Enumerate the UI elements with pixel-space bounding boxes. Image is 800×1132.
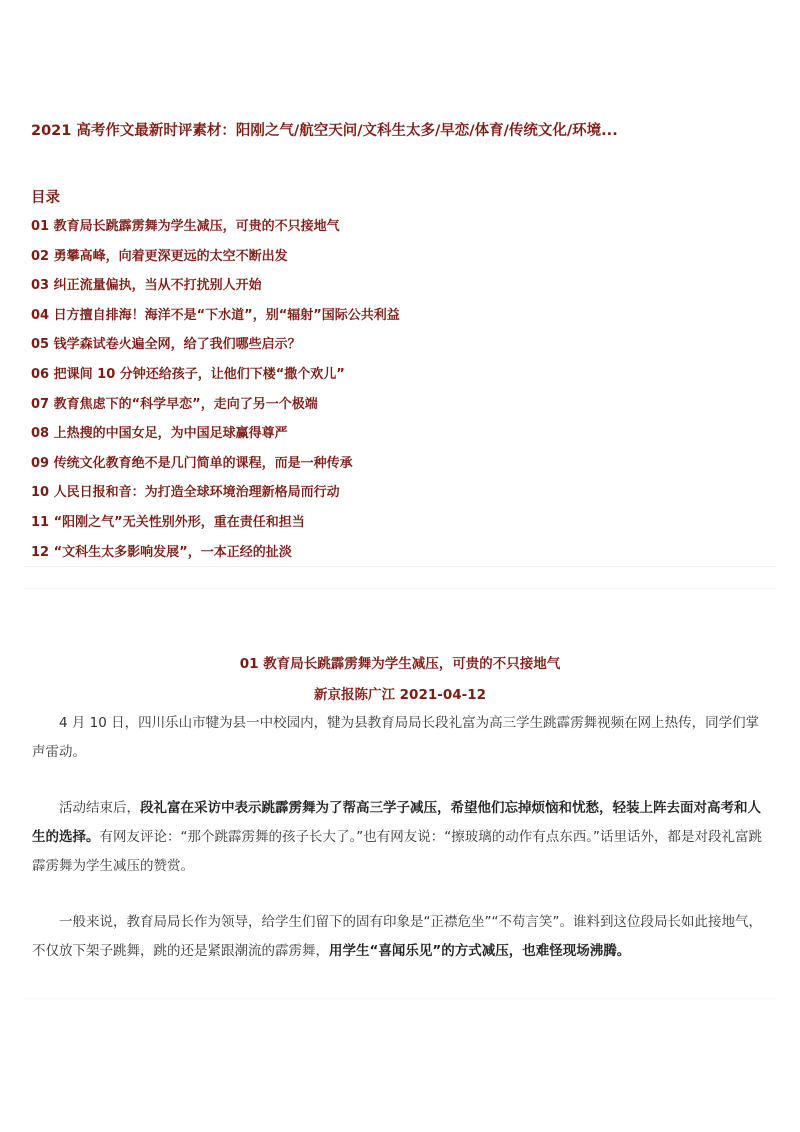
toc-item-12[interactable]: 12 “文科生太多影响发展”，一本正经的扯淡 xyxy=(31,544,292,560)
section-divider xyxy=(24,588,776,589)
article-title: 01 教育局长跳霹雳舞为学生减压，可贵的不只接地气 xyxy=(239,656,561,672)
paragraph-emphasis: 段礼富在采访中表示跳霹雳舞为了帮高三学子减压，希望他们忘掉烦恼和忧愁，轻装上阵去面对高考和人生的选择。 xyxy=(32,800,761,845)
toc-item-10[interactable]: 10 人民日报和音：为打造全球环境治理新格局而行动 xyxy=(31,485,340,501)
toc-item-11[interactable]: 11 “阳刚之气”无关性别外形，重在责任和担当 xyxy=(31,514,305,530)
toc-item-05[interactable]: 05 钱学森试卷火遍全网，给了我们哪些启示？ xyxy=(31,337,301,353)
toc-item-08[interactable]: 08 上热搜的中国女足，为中国足球赢得尊严 xyxy=(31,426,288,442)
article-section xyxy=(24,654,776,966)
article-source: 新京报陈广江 2021-04-12 xyxy=(313,687,487,703)
article-paragraph-2 xyxy=(24,794,776,881)
toc-item-02[interactable]: 02 勇攀高峰，向着更深更远的太空不断出发 xyxy=(31,248,288,264)
section-divider xyxy=(24,566,776,567)
document-title: 2021 高考作文最新时评素材：阳刚之气/航空天问/文科生太多/早恋/体育/传统文化/环境... xyxy=(31,123,618,139)
paragraph-text: 有网友评论：“那个跳霹雳舞的孩子长大了。”也有网友说：“擦玻璃的动作有点东西。”话里话外，都是对段礼富跳霹雳舞为学生减压的赞赏。 xyxy=(32,829,762,874)
paragraph-emphasis: 用学生“喜闻乐见”的方式减压，也难怪现场沸腾。 xyxy=(329,943,631,959)
toc-item-01[interactable]: 01 教育局长跳霹雳舞为学生减压，可贵的不只接地气 xyxy=(31,219,340,234)
article-paragraph-1: 4 月 10 日，四川乐山市犍为县一中校园内，犍为县教育局局长段礼富为高三学生跳霹雳舞视频在网上热传，同学们掌声雷动。 xyxy=(32,715,760,760)
paragraph-text: 一般来说，教育局局长作为领导，给学生们留下的固有印象是“正襟危坐”“不苟言笑”。谁料到这位段局长如此接地气，不仅放下架子跳舞，跳的还是紧跟潮流的霹雳舞， xyxy=(32,914,762,959)
toc-item-07[interactable]: 07 教育焦虑下的“科学早恋”，走向了另一个极端 xyxy=(31,396,318,412)
toc-item-09[interactable]: 09 传统文化教育绝不是几门简单的课程，而是一种传承 xyxy=(31,455,353,471)
paragraph-text: 活动结束后， xyxy=(59,800,140,816)
toc-item-06[interactable]: 06 把课间 10 分钟还给孩子，让他们下楼“撒个欢儿” xyxy=(31,366,345,382)
article-paragraph-3 xyxy=(24,908,776,966)
section-divider xyxy=(24,998,776,999)
table-of-contents xyxy=(31,217,776,572)
toc-item-03[interactable]: 03 纠正流量偏执，当从不打扰别人开始 xyxy=(31,278,262,294)
toc-heading: 目录 xyxy=(31,190,60,206)
toc-item-04[interactable]: 04 日方擅自排海！海洋不是“下水道”，别“辐射”国际公共利益 xyxy=(31,307,400,323)
